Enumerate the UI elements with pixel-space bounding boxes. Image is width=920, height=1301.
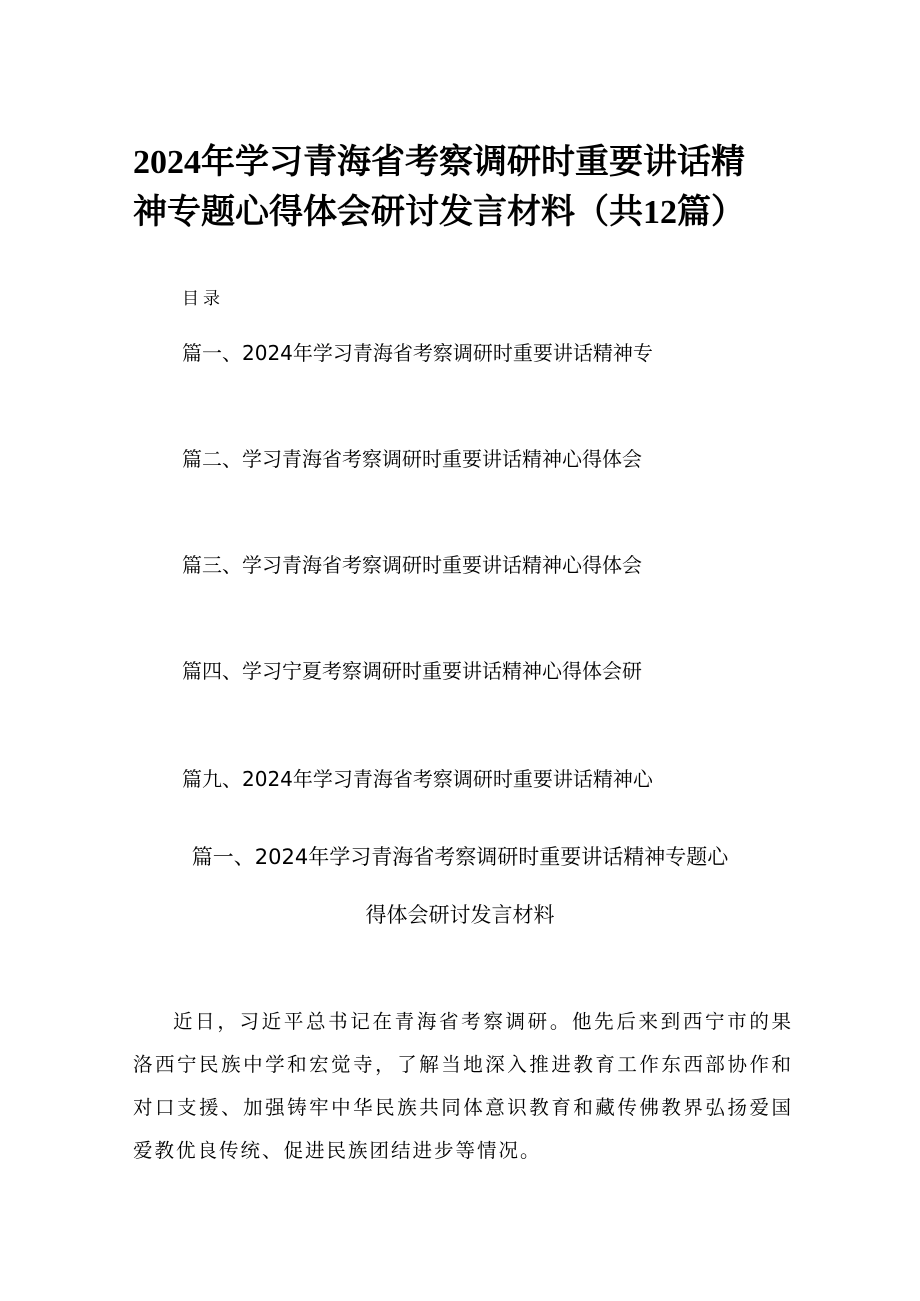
section-heading-line-2: 得体会研讨发言材料 [365,903,555,927]
document-title-line-1: 2024年学习青海省考察调研时重要讲话精 [133,144,745,181]
toc-label: 目录 [182,289,224,309]
section-heading-line-1: 篇一、2024年学习青海省考察调研时重要讲话精神专题心 [191,845,729,869]
toc-item-3[interactable]: 篇三、学习青海省考察调研时重要讲话精神心得体会 [182,553,642,577]
toc-item-4[interactable]: 篇四、学习宁夏考察调研时重要讲话精神心得体会研 [182,659,642,683]
document-title [133,138,773,238]
document-title-line-2: 神专题心得体会研讨发言材料（共12篇） [133,194,745,231]
toc-item-5[interactable]: 篇九、2024年学习青海省考察调研时重要讲话精神心 [182,767,653,791]
toc-item-1[interactable]: 篇一、2024年学习青海省考察调研时重要讲话精神专 [182,341,653,365]
body-paragraph: 近日，习近平总书记在青海省考察调研。他先后来到西宁市的果洛西宁民族中学和宏觉寺，了解当地深入推进教育工作东西部协作和对口支援、加强铸牢中华民族共同体意识教育和藏传佛教界弘扬爱国爱教优良传统、促进民族团结进步等情况。 [133,1010,793,1162]
toc-item-2[interactable]: 篇二、学习青海省考察调研时重要讲话精神心得体会 [182,447,642,471]
